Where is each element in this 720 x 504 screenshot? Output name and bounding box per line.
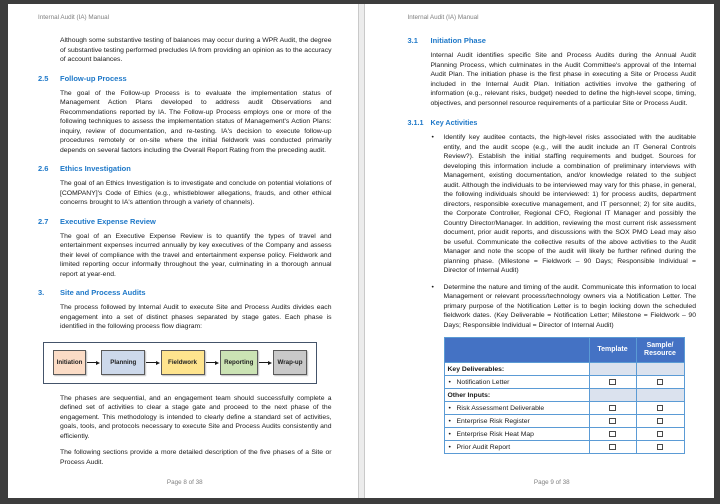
- row-label: Key Deliverables:: [444, 363, 589, 376]
- resource-cell: [636, 402, 684, 415]
- section-title: Key Activities: [430, 118, 478, 128]
- resource-checkbox[interactable]: [657, 379, 664, 386]
- resource-cell: [636, 428, 684, 441]
- page-footer: Page 8 of 38: [166, 479, 203, 486]
- row-label: • Notification Letter: [444, 376, 589, 389]
- shaded-cell: [636, 363, 684, 376]
- row-label: • Enterprise Risk Register: [444, 415, 589, 428]
- resource-checkbox[interactable]: [657, 431, 664, 438]
- page-header: Internal Audit (IA) Manual: [407, 14, 479, 21]
- phase-box-wrap-up: [273, 350, 307, 375]
- paragraph-following-sections: The following sections provide a more detailed description of the five phases of a Site or Process Audit.: [60, 449, 332, 466]
- bullet-identify-contacts: • Identify key auditee contacts, the high-level risks associated with the auditable entity, and the audit scope (e.g., will the audit include an IT General Controls Review?). Establish the initial staffing requirements and budget. Sources for developing this information include a combination of preliminary interviews with Management, existing documentation, and/or knowledge related to the subject audit. Although the individuals to be interviewed may vary for this phase, in general, the following individuals should be interviewed: 1) for process audits, department directors, responsible executive management, and IT personnel; 2) for site audits, the Corporate Controller, Regional CFO, Regional IT Manager and possibly the Country Director/Manager. In addition, reviewing the most current risk assessment document, prior audit reports, and discussions with the SOX PMO Lead may also be useful. Communicate the collective results of the above activities to the Audit Manager and note the scope of the audit will likely be further refined during the planning phase. (Milestone = Fieldwork – 90 Days; Responsible Individual = Director of Internal Audit): [431, 133, 697, 276]
- column-header-template: Template: [589, 338, 636, 363]
- template-checkbox[interactable]: [609, 379, 616, 386]
- page-spine-divider: [358, 4, 365, 498]
- section-heading-2-6: [38, 164, 332, 173]
- shaded-cell: [589, 363, 636, 376]
- section-title: Follow-up Process: [60, 73, 127, 83]
- page-left: [8, 4, 358, 498]
- table-row-risk-register: [444, 415, 684, 428]
- resource-checkbox[interactable]: [657, 418, 664, 425]
- blank-header-cell: [444, 338, 589, 363]
- phase-label: Wrap-up: [277, 359, 303, 367]
- phase-label: Planning: [110, 359, 137, 367]
- page-right: [365, 4, 715, 498]
- paragraph-ethics: The goal of an Ethics Investigation is to investigate and conclude on potential violations of [COMPANY]'s Code of Ethics (e.g., whistleblower allegations, frauds, and other ethical concerns brought to IA's attention through a variety of channels).: [60, 180, 332, 207]
- table-header-row: [444, 338, 684, 363]
- section-title: Initiation Phase: [430, 36, 486, 45]
- template-cell: [589, 441, 636, 454]
- row-label: Other Inputs:: [444, 389, 589, 402]
- section-number: 2.7: [38, 216, 49, 226]
- paragraph-follow-up: The goal of the Follow-up Process is to evaluate the implementation status of Management Action Plans developed to address audit Observations and Recommendations reported by IA. The Follow-up Process employs one or more of the following techniques to assess the implementation status of Management's Action Plans: inquiry, review of documentation, and re-testing. IA's decision to execute follow-up procedures remotely or on-site where the initial fieldwork was conducted primarily depends on several factors including the Overall Report Rating from the preceding audit.: [60, 89, 332, 154]
- section-number: 2.6: [38, 164, 49, 174]
- template-checkbox[interactable]: [609, 444, 616, 451]
- template-cell: [589, 402, 636, 415]
- shaded-cell: [589, 389, 636, 402]
- paragraph-phases-sequential: The phases are sequential, and an engagement team should successfully complete a defined set of activities to clear a stage gate and proceed to the next phase of the engagement. This methodology is intended to clearly define a standard set of activities, goals, tools, and protocols necessary to execute Site and Process Audits consistently and efficiently.: [60, 394, 332, 440]
- process-flow-diagram: [43, 342, 317, 384]
- phase-box-reporting: [220, 350, 258, 375]
- section-title: Ethics Investigation: [60, 164, 131, 174]
- shaded-cell: [636, 389, 684, 402]
- row-label: • Risk Assessment Deliverable: [444, 402, 589, 415]
- phase-label: Initiation: [56, 359, 83, 367]
- template-cell: [589, 428, 636, 441]
- phase-label: Fieldwork: [168, 359, 197, 367]
- section-number: 3.1.1: [407, 118, 424, 128]
- table-row-notification-letter: [444, 376, 684, 389]
- section-title: Site and Process Audits: [60, 288, 146, 298]
- paragraph-initiation-phase: Internal Audit identifies specific Site and Process Audits during the Annual Audit Planning Process, which culminates in the Audit Committee's approval of the Internal Audit Plan. The initiation phase is the first phase in executing a Site or Process Audit included in the Internal Audit Plan. Initiation activities involve the gathering of information (e.g., relevant risks, budget) needed to define the high-level scope, timing, objectives, and personnel resource requirements of a particular Site or Process Audit.: [430, 52, 696, 107]
- section-heading-2-7: [38, 217, 332, 226]
- section-heading-3-1: [408, 36, 697, 45]
- page-footer: Page 9 of 38: [533, 479, 570, 486]
- section-number: 2.5: [38, 73, 49, 83]
- resource-cell: [636, 376, 684, 389]
- section-title: Executive Expense Review: [60, 216, 156, 226]
- template-checkbox[interactable]: [609, 405, 616, 412]
- section-number: 3.1: [407, 36, 418, 45]
- phase-box-planning: [101, 350, 145, 375]
- flow-arrow-icon: [259, 361, 272, 365]
- section-number: 3.: [38, 288, 45, 298]
- section-heading-3: [38, 288, 332, 297]
- template-cell: [589, 415, 636, 428]
- resource-checkbox[interactable]: [657, 444, 664, 451]
- resource-cell: [636, 441, 684, 454]
- resource-cell: [636, 415, 684, 428]
- phase-label: Reporting: [224, 359, 254, 367]
- resource-checkbox[interactable]: [657, 405, 664, 412]
- page-header: Internal Audit (IA) Manual: [38, 14, 110, 21]
- table-row-risk-assessment: [444, 402, 684, 415]
- template-cell: [589, 376, 636, 389]
- section-heading-2-5: [38, 74, 332, 83]
- flow-arrow-icon: [206, 361, 219, 365]
- template-checkbox[interactable]: [609, 431, 616, 438]
- table-row-other-inputs: [444, 389, 684, 402]
- flow-arrow-icon: [146, 361, 159, 365]
- table-row-prior-audit-report: [444, 441, 684, 454]
- paragraph-expense-review: The goal of an Executive Expense Review is to quantify the types of travel and entertainment expenses incurred annually by key executives of the Company and assess their level of compliance with the travel and entertainment expense policy. Fieldwork and limited reporting occur informally throughout the year, culminating in a thorough annual report at year-end.: [60, 232, 332, 278]
- deliverables-table: [444, 337, 685, 454]
- bullet-nature-timing: • Determine the nature and timing of the audit. Communicate this information to local Management or relevant process/technology owners via a Notification Letter. The primary purpose of the Notification Letter is to begin locking down the scheduled fieldwork dates. (Key Deliverable = Notification Letter; Milestone = Fieldwork – 90 Days; Responsible Individual = Director of Internal Audit): [431, 283, 697, 331]
- template-checkbox[interactable]: [609, 418, 616, 425]
- row-label: • Prior Audit Report: [444, 441, 589, 454]
- intro-paragraph: Although some substantive testing of balances may occur during a WPR Audit, the degree of substantive testing performed precludes IA from providing an opinion as to the accuracy of account balances.: [60, 37, 332, 64]
- column-header-sample-resource: Sample/ Resource: [636, 338, 684, 363]
- phase-box-initiation: [53, 350, 86, 375]
- section-heading-3-1-1: [408, 118, 697, 127]
- table-row-risk-heat-map: [444, 428, 684, 441]
- table-row-key-deliverables: [444, 363, 684, 376]
- paragraph-site-process: The process followed by Internal Audit to execute Site and Process Audits divides each engagement into a set of distinct phases separated by stage gates. Each phase is identified in the following process flow diagram:: [60, 304, 332, 331]
- flow-arrow-icon: [87, 361, 100, 365]
- row-label: • Enterprise Risk Heat Map: [444, 428, 589, 441]
- phase-box-fieldwork: [161, 350, 205, 375]
